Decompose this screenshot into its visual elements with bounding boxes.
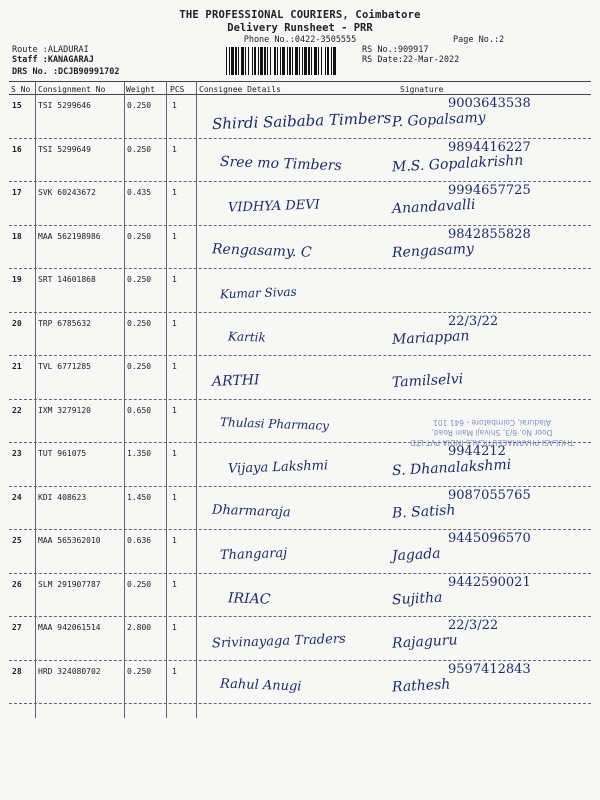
signature-handwritten: Mariappan [391,327,470,348]
weight-value: 0.250 [127,362,152,371]
phone-handwritten: 9003643538 [448,96,531,111]
row-serial-number: 16 [12,144,22,154]
phone-handwritten: 9994657725 [448,183,531,198]
consignment-number: TUT 961075 [38,449,87,458]
consignee-handwritten: Kartik [227,328,267,345]
phone-number: Phone No.:0422-3505555 [243,35,357,45]
column-divider [166,81,167,718]
consignment-number: TRP 6785632 [38,318,91,328]
consignment-number: HRD 324080702 [38,666,101,676]
consignment-number: TVL 6771285 [38,362,91,371]
pieces-count: 1 [172,231,177,241]
consignee-handwritten: Dharmaraja [211,502,291,520]
barcode-icon [225,47,337,75]
row-divider [9,268,591,269]
row-divider [9,486,591,487]
signature-handwritten: Rajaguru [391,632,458,652]
rs-date: RS Date:22-Mar-2022 [362,55,460,65]
pieces-count: 1 [172,275,177,284]
signature-handwritten: Rathesh [391,675,451,696]
row-divider [9,181,591,182]
column-divider [196,81,197,718]
consignee-handwritten: Thulasi Pharmacy [219,414,330,433]
header-bottom-border [9,94,591,95]
column-header-consignee: Consignee Details [199,85,281,94]
row-divider [9,225,591,226]
column-header-signature: Signature [400,85,444,94]
row-serial-number: 27 [12,623,22,632]
consignee-handwritten: IRIAC [227,589,271,608]
consignee-handwritten: ARTHI [211,372,260,390]
stamp-line: Aladurai, Coimbatore - 641 101 [433,418,551,427]
company-title: THE PROFESSIONAL COURIERS, Coimbatore [179,9,421,21]
phone-handwritten: 9944212 [448,444,506,459]
phone-handwritten: 22/3/22 [448,313,499,329]
pieces-count: 1 [172,492,177,502]
weight-value: 0.435 [127,188,152,197]
pieces-count: 1 [172,666,177,676]
consignee-handwritten: Srivinayaga Traders [211,631,346,652]
pieces-count: 1 [172,579,177,589]
consignment-number: SLM 291907787 [38,579,101,589]
column-header-pcs: PCS [170,85,185,94]
weight-value: 2.800 [127,623,152,632]
row-serial-number: 21 [12,362,22,371]
consignment-number: SRT 14601868 [38,275,96,284]
route-label: Route :ALADURAI [12,45,89,55]
consignment-number: MAA 562198986 [38,231,101,241]
consignee-handwritten: Vijaya Lakshmi [227,458,329,477]
row-serial-number: 24 [12,492,22,502]
signature-handwritten: Tamilselvi [391,371,464,391]
signature-handwritten: Jagada [391,545,441,565]
signature-handwritten: P. Gopalsamy [391,109,486,131]
pieces-count: 1 [172,449,177,458]
page-number: Page No.:2 [453,35,505,45]
signature-handwritten: M.S. Gopalakrishn [391,152,524,175]
row-divider [9,138,591,139]
row-serial-number: 17 [12,188,22,197]
row-serial-number: 23 [12,449,22,458]
company-stamp [392,405,592,447]
rs-number: RS No.:909917 [362,45,429,55]
row-serial-number: 19 [12,275,22,284]
column-divider [124,81,125,718]
consignee-handwritten: Rengasamy. C [211,240,312,261]
column-divider [35,81,36,718]
weight-value: 0.250 [127,666,152,676]
consignment-number: MAA 942061514 [38,623,101,632]
row-serial-number: 20 [12,318,22,328]
weight-value: 0.650 [127,405,152,415]
weight-value: 0.250 [127,318,152,328]
staff-label: Staff :KANAGARAJ [12,55,94,65]
row-serial-number: 18 [12,231,22,241]
phone-handwritten: 9597412843 [448,661,531,677]
signature-handwritten: Rengasamy [391,240,475,261]
row-divider [9,703,591,704]
row-serial-number: 26 [12,579,22,589]
consignment-number: IXM 3279120 [38,405,91,415]
weight-value: 0.250 [127,101,152,110]
weight-value: 0.250 [127,579,152,589]
row-divider [9,529,591,530]
row-divider [9,399,591,400]
weight-value: 0.250 [127,231,152,241]
weight-value: 0.250 [127,144,152,154]
column-header-weight: Weight [126,85,155,94]
pieces-count: 1 [172,101,177,110]
signature-handwritten: Anandavalli [391,196,476,218]
row-divider [9,573,591,574]
pieces-count: 1 [172,405,177,415]
signature-handwritten: S. Dhanalakshmi [391,456,512,480]
stamp-line: Door No. 6/3, Shivaji Main Road, [431,428,553,437]
column-header-sno: S No [11,85,31,94]
row-serial-number: 25 [12,536,22,545]
consignment-number: SVK 60243672 [38,188,96,197]
phone-handwritten: 9445096570 [448,531,531,546]
consignment-number: TSI 5299649 [38,144,91,154]
pieces-count: 1 [172,188,177,197]
consignee-handwritten: Rahul Anugi [219,676,302,694]
phone-handwritten: 9894416227 [448,139,531,155]
phone-handwritten: 9087055765 [448,487,531,503]
runsheet-title: Delivery Runsheet - PRR [227,22,373,34]
weight-value: 0.250 [127,275,152,284]
drs-number: DRS No. :DCJB90991702 [12,67,120,77]
column-header-consignment: Consignment No [38,85,106,94]
weight-value: 1.450 [127,492,152,502]
weight-value: 0.636 [127,536,152,545]
signature-handwritten: B. Satish [391,501,456,522]
stamp-line: THULASI PHARMACEUTICALS INDIA PVT LTD [410,438,574,447]
row-divider [9,616,591,617]
phone-handwritten: 9442590021 [448,574,531,590]
pieces-count: 1 [172,318,177,328]
table-top-border [9,81,591,82]
consignment-number: KDI 408623 [38,492,87,502]
signature-handwritten: Sujitha [391,589,443,608]
consignee-handwritten: Shirdi Saibaba Timbers [211,108,392,134]
phone-handwritten: 9842855828 [448,226,531,242]
pieces-count: 1 [172,362,177,371]
consignee-handwritten: Sree mo Timbers [219,153,342,174]
row-divider [9,312,591,313]
pieces-count: 1 [172,536,177,545]
consignee-handwritten: VIDHYA DEVI [227,197,321,216]
row-serial-number: 22 [12,405,22,415]
consignee-handwritten: Thangaraj [219,545,288,564]
phone-handwritten: 22/3/22 [448,618,499,633]
consignee-handwritten: Kumar Sivas [219,284,297,302]
pieces-count: 1 [172,623,177,632]
row-serial-number: 28 [12,666,22,676]
consignment-number: MAA 565362010 [38,536,101,545]
row-divider [9,355,591,356]
row-serial-number: 15 [12,101,22,110]
weight-value: 1.350 [127,449,152,458]
row-divider [9,660,591,661]
consignment-number: TSI 5299646 [38,101,91,110]
pieces-count: 1 [172,144,177,154]
